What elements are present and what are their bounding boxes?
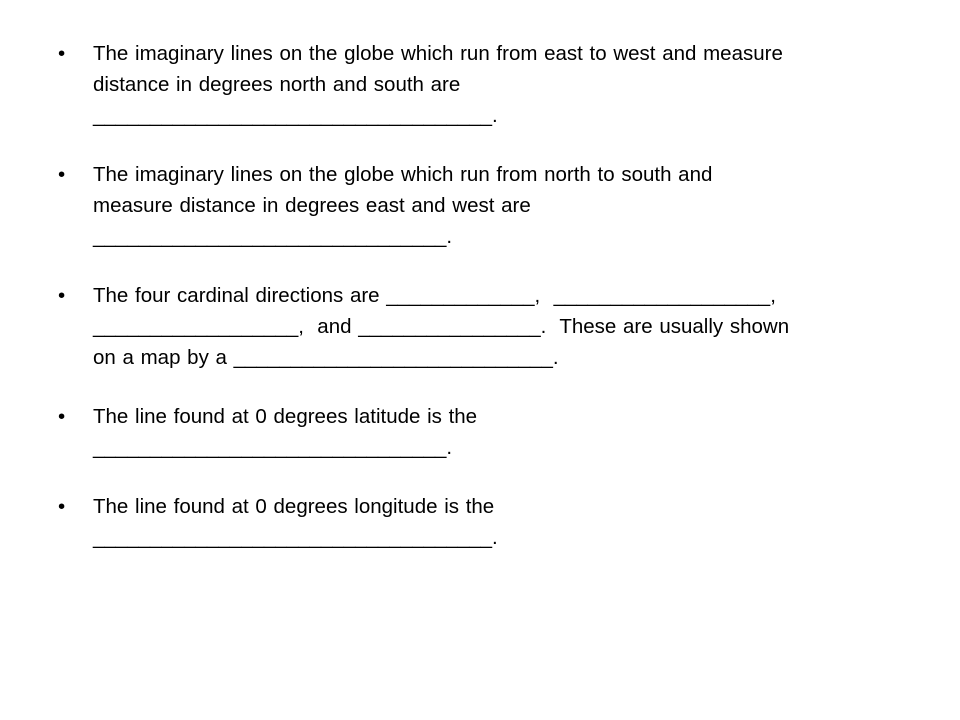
question-latitude-lines <box>58 38 898 131</box>
text-line: measure distance in degrees east and west are <box>93 194 531 217</box>
question-text <box>93 159 898 252</box>
text-line: The line found at 0 degrees longitude is the <box>93 495 495 518</box>
bullet-icon: • <box>58 284 66 307</box>
text-line: __________________, and ________________. These are usually shown <box>93 315 790 338</box>
text-line: The four cardinal directions are _____________, ___________________, <box>93 284 776 307</box>
question-list <box>58 38 898 581</box>
bullet-icon: • <box>58 495 66 518</box>
answer-blank: ___________________________________. <box>93 104 498 127</box>
bullet-icon: • <box>58 163 66 186</box>
question-equator <box>58 401 898 463</box>
question-text <box>93 38 898 131</box>
question-text <box>93 491 898 553</box>
question-text <box>93 401 898 463</box>
question-longitude-lines <box>58 159 898 252</box>
text-line: The line found at 0 degrees latitude is the <box>93 405 478 428</box>
bullet-icon: • <box>58 42 66 65</box>
bullet-icon: • <box>58 405 66 428</box>
text-line: The imaginary lines on the globe which run from north to south and <box>93 163 713 186</box>
text-line: The imaginary lines on the globe which run from east to west and measure <box>93 42 783 65</box>
text-line: distance in degrees north and south are <box>93 73 461 96</box>
question-prime-meridian <box>58 491 898 553</box>
answer-blank: _______________________________. <box>93 225 453 248</box>
answer-blank: ___________________________________. <box>93 526 498 549</box>
question-cardinal-directions <box>58 280 898 373</box>
text-line: on a map by a ____________________________. <box>93 346 559 369</box>
answer-blank: _______________________________. <box>93 436 453 459</box>
question-text <box>93 280 898 373</box>
